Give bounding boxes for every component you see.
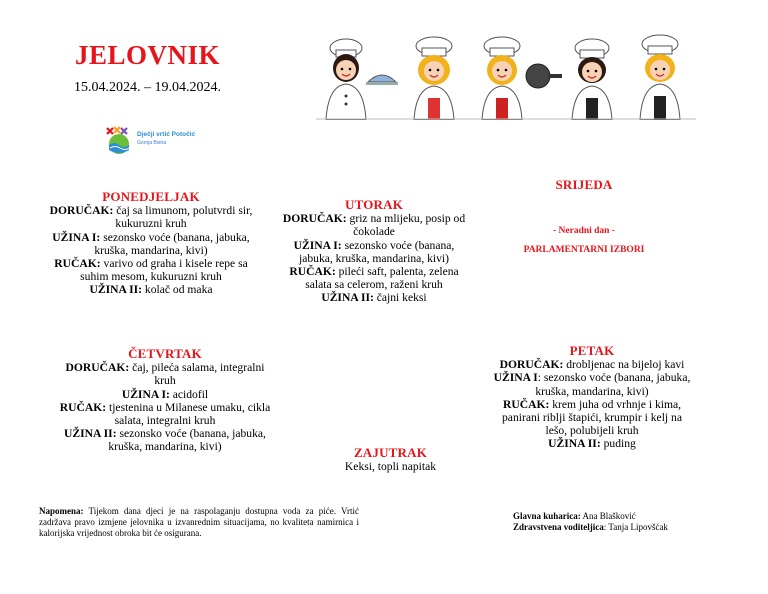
lunch-text: tjestenina u Milanese umaku, cikla salata, integralni kruh bbox=[108, 400, 271, 428]
tuesday-lunch bbox=[278, 265, 470, 291]
snack-2-label: UŽINA II: bbox=[64, 427, 117, 441]
snack-1-label: UŽINA I: bbox=[293, 238, 342, 252]
snack-1-text: sezonsko voće (banana, jabuka, kruška, mandarina, kivi) bbox=[94, 230, 250, 257]
thursday-snack-2 bbox=[58, 427, 272, 453]
snack-1-label: UŽINA I bbox=[493, 371, 538, 385]
logo-subtitle: Gornja Bistra bbox=[137, 140, 167, 146]
thursday-breakfast bbox=[58, 361, 272, 387]
snack-2-text: puding bbox=[603, 437, 636, 451]
kindergarten-logo bbox=[104, 124, 204, 156]
monday-snack-1 bbox=[46, 231, 256, 257]
tuesday-heading: UTORAK bbox=[344, 197, 404, 212]
monday-heading: PONEDJELJAK bbox=[102, 189, 200, 204]
snack-2-text: čajni keksi bbox=[376, 291, 427, 305]
friday-snack-2 bbox=[490, 437, 694, 450]
chefs-illustration bbox=[316, 34, 696, 120]
note-label: Napomena: bbox=[39, 506, 84, 516]
wednesday-menu bbox=[494, 178, 674, 258]
friday-heading: PETAK bbox=[569, 343, 615, 358]
tuesday-menu bbox=[278, 198, 470, 305]
lunch-label: RUČAK: bbox=[59, 400, 107, 414]
head-cook-label: Glavna kuharica: bbox=[513, 511, 581, 521]
snack-1-label: UŽINA I: bbox=[52, 230, 101, 244]
breakfast-text: griz na mlijeku, posip od čokolade bbox=[349, 212, 466, 239]
monday-lunch bbox=[46, 257, 256, 283]
monday-breakfast bbox=[46, 204, 256, 230]
snack-2-label: UŽINA II: bbox=[89, 283, 142, 297]
breakfast-label: DORUČAK: bbox=[282, 212, 347, 226]
logo-name-text: Dječji vrtić Potočić bbox=[137, 131, 196, 138]
tuesday-breakfast bbox=[278, 212, 470, 238]
non-working-day-note: - Neradni dan - bbox=[552, 226, 616, 237]
lunch-text: varivo od graha i kisele repe sa suhim mesom, kukuruzni kruh bbox=[80, 257, 248, 284]
chef-figure-3 bbox=[482, 37, 562, 120]
snack-2-text: kolač od maka bbox=[144, 283, 213, 297]
zajutrak-menu bbox=[318, 446, 463, 473]
thursday-heading: ČETVRTAK bbox=[128, 346, 202, 361]
friday-breakfast bbox=[490, 358, 694, 371]
chef-figure-4 bbox=[572, 39, 612, 120]
wednesday-heading: SRIJEDA bbox=[555, 177, 613, 192]
zajutrak-text: Keksi, topli napitak bbox=[344, 460, 437, 474]
lunch-label: RUČAK: bbox=[54, 257, 101, 271]
thursday-menu bbox=[58, 347, 272, 454]
snack-2-label: UŽINA II: bbox=[321, 291, 374, 305]
date-range: 15.04.2024. – 19.04.2024. bbox=[74, 80, 221, 95]
breakfast-text: čaj, pileća salama, integralni kruh bbox=[132, 361, 265, 388]
page-title: JELOVNIK bbox=[74, 40, 221, 70]
friday-lunch bbox=[490, 398, 694, 438]
chef-figure-1 bbox=[326, 39, 398, 120]
lunch-label: RUČAK: bbox=[502, 397, 550, 411]
tuesday-snack-2 bbox=[278, 291, 470, 304]
breakfast-label: DORUČAK: bbox=[65, 361, 130, 375]
health-manager-label: Zdravstvena voditeljica bbox=[513, 522, 604, 532]
logo-icon bbox=[104, 124, 134, 156]
chef-figure-5 bbox=[640, 35, 680, 120]
snack-1-text: acidofil bbox=[172, 387, 209, 401]
snack-2-label: UŽINA II: bbox=[548, 437, 601, 451]
lunch-text: krem juha od vrhnje i kima, panirani riblji štapići, krumpir i kelj na lešo, polubijeli kruh bbox=[502, 397, 682, 438]
note-text: Tijekom dana djeci je na raspolaganju dostupna voda za piće. Vrtić zadržava pravo izmjene jelovnika u izvanrednim situacijama, no kvaliteta namirnica i kalorijska vrijednost obroka bit će osigurana. bbox=[39, 506, 359, 538]
logo-name bbox=[137, 130, 195, 139]
health-manager bbox=[513, 522, 743, 533]
snack-1-label: UŽINA I: bbox=[121, 387, 170, 401]
snack-2-text: sezonsko voće (banana, jabuka, kruška, mandarina, kivi) bbox=[108, 427, 266, 454]
breakfast-label: DORUČAK: bbox=[49, 204, 114, 218]
thursday-snack-1 bbox=[58, 388, 272, 401]
tuesday-snack-1 bbox=[278, 239, 470, 265]
breakfast-text: drobljenac na bijeloj kavi bbox=[566, 358, 685, 372]
snack-1-text: sezonsko voće (banana, jabuka, kruška, mandarina, kivi) bbox=[298, 238, 455, 265]
lunch-text: pileći saft, palenta, zelena salata sa celerom, raženi kruh bbox=[305, 265, 459, 292]
chef-figure-2 bbox=[414, 37, 454, 120]
monday-menu bbox=[46, 190, 256, 297]
lunch-label: RUČAK: bbox=[289, 265, 336, 279]
head-cook-name: Ana Blašković bbox=[582, 511, 636, 521]
zajutrak-heading: ZAJUTRAK bbox=[353, 445, 428, 460]
note-paragraph bbox=[39, 506, 359, 539]
monday-snack-2 bbox=[46, 283, 256, 296]
head-cook bbox=[513, 511, 743, 522]
health-manager-name: : Tanja Lipovšćak bbox=[603, 522, 668, 532]
staff-signatures bbox=[513, 511, 743, 533]
friday-menu bbox=[490, 344, 694, 451]
breakfast-label: DORUČAK: bbox=[499, 358, 564, 372]
friday-snack-1 bbox=[490, 371, 694, 397]
elections-note: PARLAMENTARNI IZBORI bbox=[523, 245, 645, 256]
breakfast-text: čaj sa limunom, polutvrdi sir, kukuruzni kruh bbox=[115, 204, 253, 231]
snack-1-text: : sezonsko voće (banana, jabuka, kruška, mandarina, kivi) bbox=[535, 371, 691, 398]
thursday-lunch bbox=[58, 401, 272, 427]
